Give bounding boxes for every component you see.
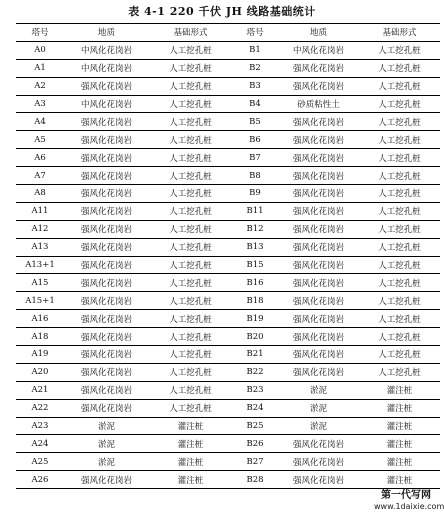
table-row <box>16 274 440 292</box>
cell-geology: 强风化花岗岩 <box>64 346 149 364</box>
cell-geology: 强风化花岗岩 <box>64 202 149 220</box>
cell-foundation-type: 人工挖孔桩 <box>149 274 232 292</box>
cell-geology: 强风化花岗岩 <box>278 310 359 328</box>
cell-geology: 强风化花岗岩 <box>278 256 359 274</box>
cell-geology: 强风化花岗岩 <box>64 167 149 185</box>
cell-geology: 强风化花岗岩 <box>64 131 149 149</box>
cell-foundation-type: 人工挖孔桩 <box>359 274 440 292</box>
cell-foundation-type: 人工挖孔桩 <box>149 363 232 381</box>
cell-geology: 强风化花岗岩 <box>64 185 149 203</box>
cell-tower-number: A22 <box>16 399 64 417</box>
cell-geology: 强风化花岗岩 <box>64 77 149 95</box>
cell-foundation-type: 人工挖孔桩 <box>149 238 232 256</box>
table-row <box>16 238 440 256</box>
table-row <box>16 471 440 489</box>
header-foundation-type: 基础形式 <box>149 24 232 42</box>
cell-tower-number: A18 <box>16 328 64 346</box>
cell-geology: 强风化花岗岩 <box>278 167 359 185</box>
watermark-line1: 第一代写网 <box>381 490 431 501</box>
cell-foundation-type: 人工挖孔桩 <box>149 381 232 399</box>
header-geology-2: 地质 <box>278 24 359 42</box>
cell-tower-number: A19 <box>16 346 64 364</box>
table-row <box>16 417 440 435</box>
cell-tower-number: A13 <box>16 238 64 256</box>
cell-foundation-type: 灌注桩 <box>149 435 232 453</box>
cell-tower-number: A5 <box>16 131 64 149</box>
cell-geology: 淤泥 <box>64 417 149 435</box>
cell-foundation-type: 人工挖孔桩 <box>149 77 232 95</box>
cell-foundation-type: 灌注桩 <box>359 453 440 471</box>
cell-foundation-type: 灌注桩 <box>149 471 232 489</box>
cell-foundation-type: 人工挖孔桩 <box>149 41 232 59</box>
cell-tower-number: B23 <box>232 381 278 399</box>
cell-foundation-type: 人工挖孔桩 <box>359 292 440 310</box>
header-tower-number-2: 塔号 <box>232 24 278 42</box>
cell-tower-number: B27 <box>232 453 278 471</box>
cell-geology: 淤泥 <box>278 381 359 399</box>
cell-foundation-type: 人工挖孔桩 <box>359 41 440 59</box>
table-row <box>16 256 440 274</box>
watermark-line2: www.1daixie.com <box>374 502 444 511</box>
table-row <box>16 149 440 167</box>
cell-geology: 强风化花岗岩 <box>278 274 359 292</box>
cell-foundation-type: 人工挖孔桩 <box>359 220 440 238</box>
table-row <box>16 453 440 471</box>
cell-geology: 强风化花岗岩 <box>278 363 359 381</box>
cell-foundation-type: 人工挖孔桩 <box>359 328 440 346</box>
cell-tower-number: B9 <box>232 185 278 203</box>
cell-geology: 中风化花岗岩 <box>64 95 149 113</box>
table-row <box>16 113 440 131</box>
cell-geology: 强风化花岗岩 <box>64 471 149 489</box>
cell-foundation-type: 人工挖孔桩 <box>149 202 232 220</box>
cell-foundation-type: 人工挖孔桩 <box>359 95 440 113</box>
table-row <box>16 310 440 328</box>
cell-tower-number: B24 <box>232 399 278 417</box>
table-row <box>16 220 440 238</box>
cell-tower-number: B18 <box>232 292 278 310</box>
cell-foundation-type: 人工挖孔桩 <box>359 346 440 364</box>
cell-foundation-type: 人工挖孔桩 <box>149 292 232 310</box>
cell-foundation-type: 灌注桩 <box>359 381 440 399</box>
cell-tower-number: B25 <box>232 417 278 435</box>
cell-geology: 强风化花岗岩 <box>278 149 359 167</box>
table-row <box>16 399 440 417</box>
cell-geology: 强风化花岗岩 <box>278 346 359 364</box>
cell-tower-number: B22 <box>232 363 278 381</box>
cell-geology: 砂质粘性土 <box>278 95 359 113</box>
cell-geology: 中风化花岗岩 <box>64 41 149 59</box>
cell-tower-number: A16 <box>16 310 64 328</box>
cell-tower-number: A6 <box>16 149 64 167</box>
cell-geology: 强风化花岗岩 <box>64 292 149 310</box>
cell-foundation-type: 灌注桩 <box>149 453 232 471</box>
cell-geology: 强风化花岗岩 <box>278 238 359 256</box>
cell-foundation-type: 人工挖孔桩 <box>149 256 232 274</box>
cell-foundation-type: 人工挖孔桩 <box>359 113 440 131</box>
cell-foundation-type: 人工挖孔桩 <box>149 149 232 167</box>
cell-foundation-type: 灌注桩 <box>359 399 440 417</box>
table-row <box>16 95 440 113</box>
table-caption: 表 4-1 220 千伏 JH 线路基础统计 <box>128 5 316 18</box>
cell-geology: 强风化花岗岩 <box>64 220 149 238</box>
cell-tower-number: A25 <box>16 453 64 471</box>
cell-tower-number: A15+1 <box>16 292 64 310</box>
cell-foundation-type: 人工挖孔桩 <box>149 328 232 346</box>
cell-geology: 中风化花岗岩 <box>64 59 149 77</box>
cell-geology: 强风化花岗岩 <box>278 59 359 77</box>
cell-tower-number: A23 <box>16 417 64 435</box>
cell-geology: 强风化花岗岩 <box>278 453 359 471</box>
cell-tower-number: B16 <box>232 274 278 292</box>
table-row <box>16 77 440 95</box>
cell-foundation-type: 人工挖孔桩 <box>359 149 440 167</box>
cell-tower-number: B7 <box>232 149 278 167</box>
cell-geology: 强风化花岗岩 <box>64 238 149 256</box>
cell-tower-number: B1 <box>232 41 278 59</box>
table-row <box>16 131 440 149</box>
cell-geology: 强风化花岗岩 <box>64 149 149 167</box>
cell-tower-number: B5 <box>232 113 278 131</box>
table-row <box>16 167 440 185</box>
cell-tower-number: A11 <box>16 202 64 220</box>
cell-foundation-type: 灌注桩 <box>359 471 440 489</box>
cell-geology: 强风化花岗岩 <box>278 185 359 203</box>
cell-tower-number: A12 <box>16 220 64 238</box>
table-row <box>16 381 440 399</box>
cell-geology: 强风化花岗岩 <box>278 292 359 310</box>
table-row <box>16 363 440 381</box>
cell-foundation-type: 人工挖孔桩 <box>149 399 232 417</box>
cell-tower-number: A15 <box>16 274 64 292</box>
cell-foundation-type: 人工挖孔桩 <box>149 59 232 77</box>
cell-tower-number: B15 <box>232 256 278 274</box>
cell-tower-number: B4 <box>232 95 278 113</box>
cell-tower-number: A8 <box>16 185 64 203</box>
header-foundation-type-2: 基础形式 <box>359 24 440 42</box>
cell-tower-number: B26 <box>232 435 278 453</box>
cell-geology: 强风化花岗岩 <box>278 202 359 220</box>
cell-foundation-type: 人工挖孔桩 <box>149 310 232 328</box>
cell-tower-number: B20 <box>232 328 278 346</box>
cell-geology: 中风化花岗岩 <box>278 41 359 59</box>
cell-tower-number: A13+1 <box>16 256 64 274</box>
header-tower-number: 塔号 <box>16 24 64 42</box>
cell-tower-number: B21 <box>232 346 278 364</box>
cell-foundation-type: 人工挖孔桩 <box>149 220 232 238</box>
cell-foundation-type: 人工挖孔桩 <box>359 310 440 328</box>
table-row <box>16 292 440 310</box>
cell-tower-number: B3 <box>232 77 278 95</box>
cell-geology: 强风化花岗岩 <box>278 435 359 453</box>
table-row <box>16 185 440 203</box>
cell-geology: 强风化花岗岩 <box>278 220 359 238</box>
cell-foundation-type: 人工挖孔桩 <box>149 113 232 131</box>
cell-foundation-type: 灌注桩 <box>149 417 232 435</box>
cell-geology: 强风化花岗岩 <box>64 256 149 274</box>
cell-foundation-type: 人工挖孔桩 <box>359 77 440 95</box>
cell-geology: 强风化花岗岩 <box>64 381 149 399</box>
cell-tower-number: B28 <box>232 471 278 489</box>
table-row <box>16 346 440 364</box>
cell-tower-number: B8 <box>232 167 278 185</box>
cell-geology: 强风化花岗岩 <box>278 328 359 346</box>
cell-geology: 强风化花岗岩 <box>64 310 149 328</box>
header-geology: 地质 <box>64 24 149 42</box>
cell-foundation-type: 灌注桩 <box>359 435 440 453</box>
cell-foundation-type: 人工挖孔桩 <box>149 346 232 364</box>
cell-foundation-type: 人工挖孔桩 <box>149 95 232 113</box>
cell-tower-number: A4 <box>16 113 64 131</box>
cell-foundation-type: 人工挖孔桩 <box>359 238 440 256</box>
cell-geology: 强风化花岗岩 <box>64 399 149 417</box>
cell-geology: 淤泥 <box>278 399 359 417</box>
cell-tower-number: A3 <box>16 95 64 113</box>
cell-geology: 强风化花岗岩 <box>64 363 149 381</box>
cell-foundation-type: 人工挖孔桩 <box>359 167 440 185</box>
cell-geology: 强风化花岗岩 <box>64 328 149 346</box>
watermark-logo <box>374 490 444 512</box>
cell-foundation-type: 人工挖孔桩 <box>149 167 232 185</box>
cell-geology: 强风化花岗岩 <box>278 77 359 95</box>
cell-geology: 强风化花岗岩 <box>278 113 359 131</box>
cell-tower-number: A1 <box>16 59 64 77</box>
cell-foundation-type: 灌注桩 <box>359 417 440 435</box>
cell-tower-number: B2 <box>232 59 278 77</box>
cell-tower-number: B11 <box>232 202 278 220</box>
cell-foundation-type: 人工挖孔桩 <box>359 363 440 381</box>
table-row <box>16 202 440 220</box>
cell-geology: 强风化花岗岩 <box>278 471 359 489</box>
table-body <box>16 41 440 488</box>
table-row <box>16 41 440 59</box>
cell-tower-number: B12 <box>232 220 278 238</box>
cell-foundation-type: 人工挖孔桩 <box>359 185 440 203</box>
table-header-row <box>16 24 440 42</box>
cell-geology: 淤泥 <box>64 453 149 471</box>
cell-tower-number: A7 <box>16 167 64 185</box>
cell-geology: 淤泥 <box>64 435 149 453</box>
cell-foundation-type: 人工挖孔桩 <box>149 185 232 203</box>
cell-tower-number: A21 <box>16 381 64 399</box>
table-row <box>16 328 440 346</box>
cell-geology: 淤泥 <box>278 417 359 435</box>
cell-tower-number: B6 <box>232 131 278 149</box>
cell-geology: 强风化花岗岩 <box>64 274 149 292</box>
cell-tower-number: A0 <box>16 41 64 59</box>
cell-foundation-type: 人工挖孔桩 <box>359 131 440 149</box>
table-row <box>16 435 440 453</box>
cell-foundation-type: 人工挖孔桩 <box>359 59 440 77</box>
cell-foundation-type: 人工挖孔桩 <box>359 256 440 274</box>
cell-tower-number: A24 <box>16 435 64 453</box>
cell-tower-number: B19 <box>232 310 278 328</box>
cell-tower-number: A2 <box>16 77 64 95</box>
cell-foundation-type: 人工挖孔桩 <box>359 202 440 220</box>
cell-geology: 强风化花岗岩 <box>278 131 359 149</box>
table-row <box>16 59 440 77</box>
foundation-statistics-table <box>16 23 440 489</box>
cell-tower-number: A20 <box>16 363 64 381</box>
cell-tower-number: B13 <box>232 238 278 256</box>
cell-tower-number: A26 <box>16 471 64 489</box>
cell-geology: 强风化花岗岩 <box>64 113 149 131</box>
cell-foundation-type: 人工挖孔桩 <box>149 131 232 149</box>
